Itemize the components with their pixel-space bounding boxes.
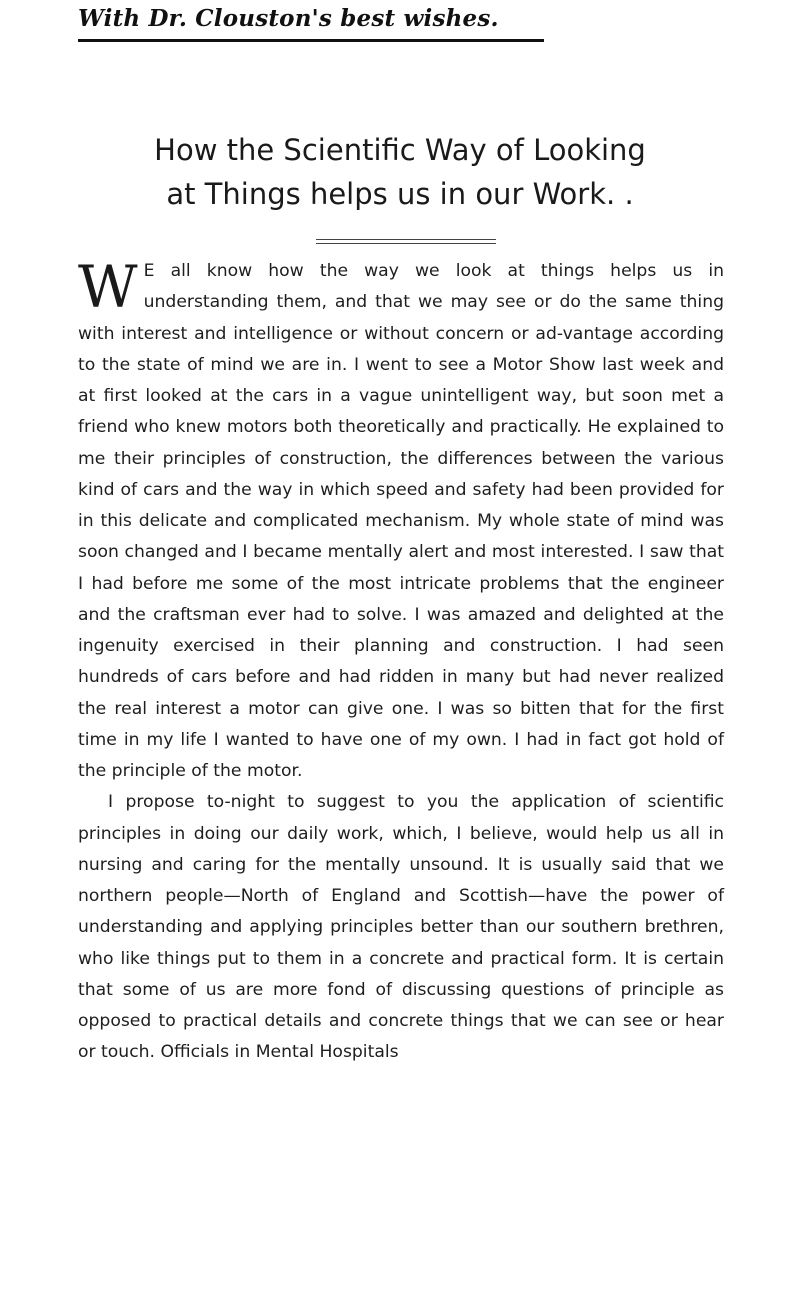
title-rule-bottom (316, 243, 496, 244)
drop-cap: W (78, 253, 138, 321)
title-rule-top (316, 239, 496, 240)
body-text (78, 253, 724, 1069)
page-title (60, 128, 740, 216)
paragraph-2: I propose to-night to suggest to you the application of scientific principles in doing our daily work, which, I believe, would help us all in nursing and caring for the mentally unsound. It is usually said that we northern people—North of England and Scottish—have the power of understanding and applying principles better than our southern brethren, who like things put to them in a concrete and practical form. It is certain that some of us are more fond of discussing questions of principle as opposed to practical details and concrete things that we can see or hear or touch. Officials in Mental Hospitals (78, 792, 724, 1063)
paragraph-1 (78, 253, 724, 787)
paragraph-1-text: E all know how the way we look at things helps us in understanding them, and that we may see or do the same thing with interest and intelligence or without concern or ad-vantage according to the state of mind we are in. I went to see a Motor Show last week and at first looked at the cars in a vague unintelligent way, but soon met a friend who knew motors both theoretically and practically. He explained to me their principles of construction, the differences between the various kind of cars and the way in which speed and safety had been provided for in this delicate and complicated mechanism. My whole state of mind was soon changed and I became mentally alert and most interested. I saw that I had before me some of the most intricate problems that the engineer and the craftsman ever had to solve. I was amazed and delighted at the ingenuity exercised in their planning and construction. I had seen hundreds of cars before and had ridden in many but had never realized the real interest a motor can give one. I was so bitten that for the first time in my life I wanted to have one of my own. I had in fact got hold of the principle of the motor. (78, 261, 724, 781)
handwritten-inscription: With Dr. Clouston's best wishes. (78, 5, 499, 32)
title-line-2: at Things helps us in our Work. . (166, 177, 634, 211)
inscription-underline (78, 39, 544, 42)
title-line-1: How the Scientific Way of Looking (154, 133, 646, 167)
